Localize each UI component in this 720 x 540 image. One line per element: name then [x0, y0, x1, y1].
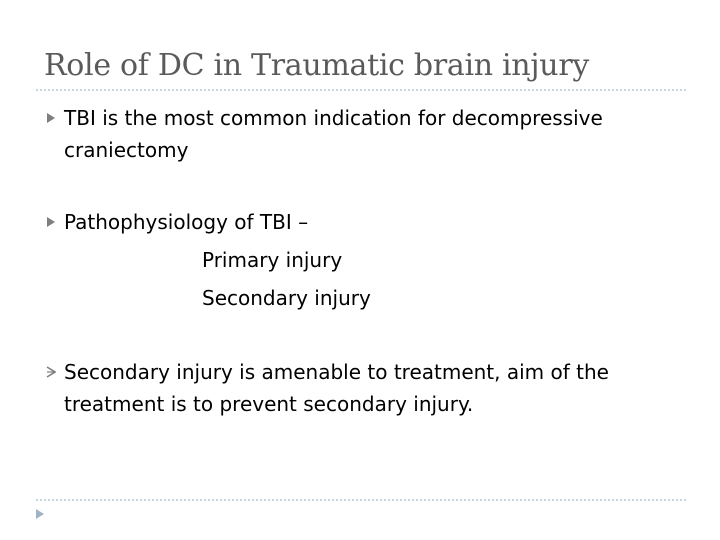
- bullet-text: TBI is the most common indication for decompressive craniectomy: [64, 106, 603, 162]
- filled-triangle-bullet-icon: [46, 216, 56, 228]
- bullet-text: Secondary injury is amenable to treatment, aim of the treatment is to prevent secondary injury.: [64, 360, 609, 416]
- outline-arrowhead-bullet-icon: [46, 366, 56, 378]
- bullet-text: Pathophysiology of TBI –: [64, 210, 309, 234]
- slide-title: Role of DC in Traumatic brain injury: [44, 48, 590, 83]
- sub-item-secondary-injury: Secondary injury: [202, 286, 371, 310]
- footer-divider: [36, 499, 686, 501]
- sub-item-primary-injury: Primary injury: [202, 248, 343, 272]
- next-slide-arrow-icon[interactable]: [35, 508, 45, 520]
- filled-triangle-bullet-icon: [46, 112, 56, 124]
- title-divider: [36, 89, 686, 91]
